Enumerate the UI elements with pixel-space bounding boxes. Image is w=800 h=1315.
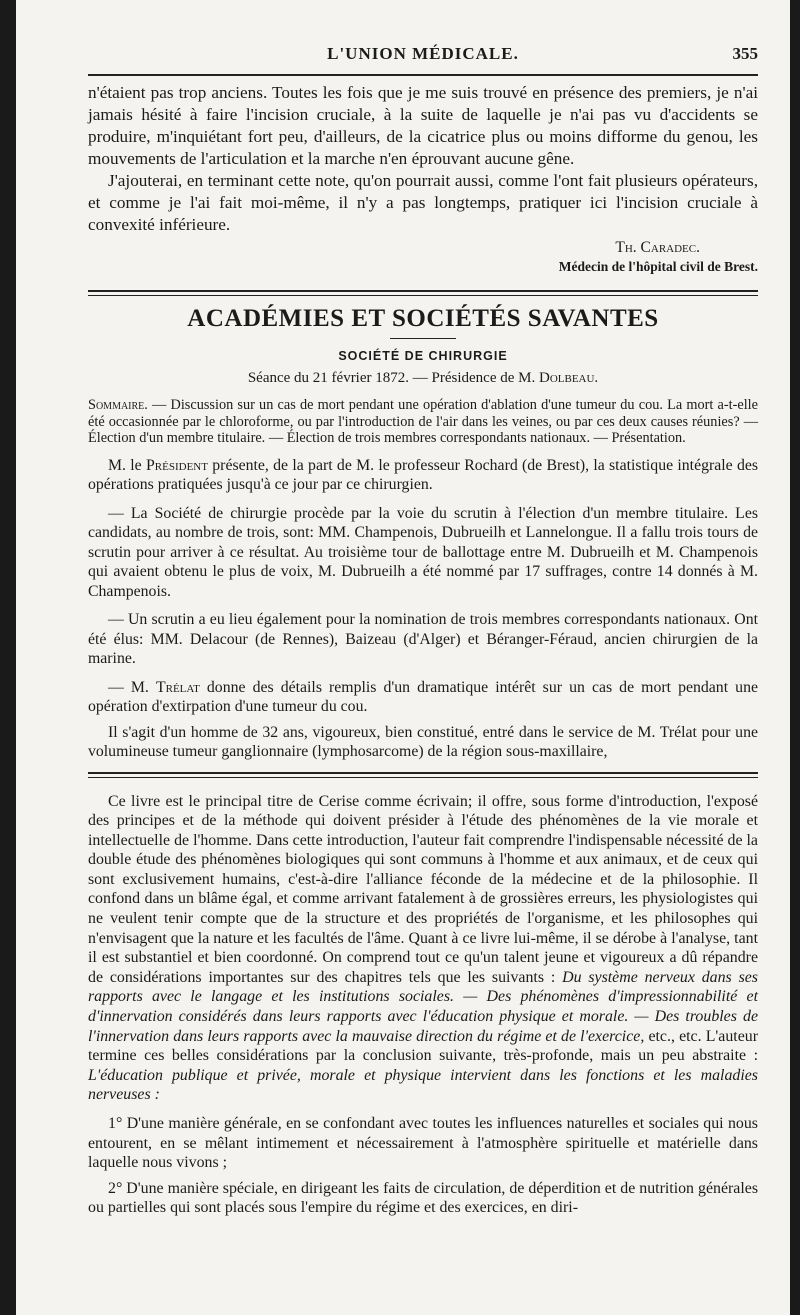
paragraph: — Un scrutin a eu lieu également pour la nomination de trois membres correspondants nationaux. Ont été élus: MM. Delacour (de Rennes), Baizeau (d'Alger) et Béranger-Féraud, ancien chirurgien de la marine. (88, 611, 758, 667)
running-title: L'UNION MÉDICALE. (327, 44, 519, 63)
section-title: ACADÉMIES ET SOCIÉTÉS SAVANTES (187, 305, 659, 332)
page (16, 0, 790, 1315)
summary-text: — Discussion sur un cas de mort pendant une opération d'ablation d'une tumeur du cou. La mort a-t-elle été occasionnée par le chloroforme, ou par l'introduction de l'air dans les veines, ou par ces deux causes réunies? — Élection d'un membre titulaire. — Élection de trois membres correspondants nationaux. — Présentation. (88, 397, 758, 446)
paragraph (88, 678, 758, 717)
session-line (88, 367, 758, 389)
text-run: donne des détails remplis d'un dramatique intérêt sur un cas de mort pendant une opération d'extirpation d'une tumeur du cou. (88, 678, 758, 715)
paragraph: J'ajouterai, en terminant cette note, qu'on pourrait aussi, comme l'ont fait plusieurs opérateurs, et comme je l'ai fait moi-même, il n'y a pas longtemps, pratiquer ici l'incision cruciale à convexité inférieure. (88, 171, 758, 234)
session-president: Dolbeau. (538, 370, 599, 386)
paragraph (88, 456, 758, 495)
page-content (88, 44, 758, 1218)
text-run: Trélat (155, 678, 200, 696)
session-date: Séance du 21 février 1872. — Présidence de M. (247, 370, 536, 386)
title-rule (390, 338, 456, 339)
summary-label: Sommaire. (88, 397, 148, 413)
text-run: Ce livre est le principal titre de Cerise comme écrivain; il offre, sous forme d'introduction, l'exposé des principes et de la méthode qui doivent présider à l'étude des phénomènes de la vie morale et intellectuelle de l'homme. Dans cette introduction, l'auteur fait comprendre l'indispensable nécessité de la double étude des phénomènes biologiques qui sont communs à l'homme et aux animaux, et de ceux qui sont exclusivement humains, c'est-à-dire l'alliance féconde de la médecine et de la philosophie. Il confond dans un blâme égal, et comme arrivant fatalement à de grossières erreurs, les physiologistes qui ne veulent tenir compte que de la structure et des propriétés de l'organisme, et les philosophes qui n'envisagent que la nature et les facultés de l'âme. Quant à ce livre lui-même, il se dérobe à l'analyse, tant il est substantiel et bien coordonné. On comprend tout ce qu'un talent jeune et vigoureux a dû répandre de considérations importantes sur des chapitres tels que les suivants : (88, 792, 758, 986)
italic-run: Du système nerveux dans ses rapports avec le langage et les institutions sociales. — Des phénomènes d'impressionnabilité et d'innervation considérés dans leurs rapports avec l'éducation physique et morale. — Des troubles de l'innervation dans leurs rapports avec la mauvaise direction du régime et de l'exercice, (88, 968, 758, 1045)
running-header (88, 44, 758, 72)
article-end (88, 82, 758, 276)
society-title: SOCIÉTÉ DE CHIRURGIE (338, 349, 508, 363)
author-affiliation: Médecin de l'hôpital civil de Brest. (558, 259, 758, 274)
page-number: 355 (732, 44, 758, 63)
academies-section (88, 304, 758, 762)
paragraph: Il s'agit d'un homme de 32 ans, vigoureux, bien constitué, entré dans le service de M. Trélat pour une volumineuse tumeur ganglionnaire (lymphosarcome) de la région sous-maxillaire, (88, 723, 758, 760)
feuilleton (88, 792, 758, 1218)
text-run: présente, de la part de M. le professeur Rochard (de Brest), la statistique intégrale des opérations pratiquées jusqu'à ce jour par ce chirurgien. (88, 456, 759, 493)
paragraph: 2° D'une manière spéciale, en dirigeant les faits de circulation, de déperdition et de nutrition générales ou partielles qui sont placés sous l'empire du régime et des exercices, en diri- (88, 1179, 758, 1217)
text-run: Président (146, 456, 208, 474)
text-run: etc., etc. L'auteur termine ces belles considérations par la conclusion suivante, très-profonde, mais un peu abstraite : (88, 1027, 758, 1065)
paragraph: — La Société de chirurgie procède par la voie du scrutin à l'élection d'un membre titulaire. Les candidats, au nombre de trois, sont: MM. Champenois, Dubrueilh et Lannelongue. Il a fallu trois tours de scrutin pour arriver à ce résultat. Au troisième tour de ballottage entre M. Dubrueilh et M. Champenois qui avaient obtenu le plus de voix, M. Dubrueilh a été nommé par 17 suffrages, contre 14 donnés à M. Champenois. (88, 504, 758, 600)
text-run: M. le (108, 456, 142, 474)
paragraph: 1° D'une manière générale, en se confondant avec toutes les influences naturelles et sociales qui nous entourent, en se mêlant intimement et nécessairement à l'atmosphère spirituelle et matérielle dans laquelle nous vivons ; (88, 1115, 758, 1172)
feuilleton-divider (88, 772, 758, 778)
paragraph (88, 792, 758, 1106)
section-divider (88, 290, 758, 296)
summary (88, 397, 758, 447)
author-name: Th. Caradec. (615, 239, 700, 256)
text-run: — M. (108, 678, 149, 696)
header-rule (88, 74, 758, 76)
signature-block (88, 238, 758, 276)
paragraph: n'étaient pas trop anciens. Toutes les fois que je me suis trouvé en présence des premiers, je n'ai jamais hésité à faire l'incision cruciale, à la suite de laquelle je n'ai pas vu d'accidents se produire, m'inquiétant fort peu, d'ailleurs, de la cicatrice plus ou moins difforme du genou, les mouvements de l'articulation et la marche n'en éprouvant aucune gêne. (88, 83, 758, 168)
italic-run: L'éducation publique et privée, morale et physique intervient dans les fonctions et les maladies nerveuses : (88, 1066, 758, 1104)
